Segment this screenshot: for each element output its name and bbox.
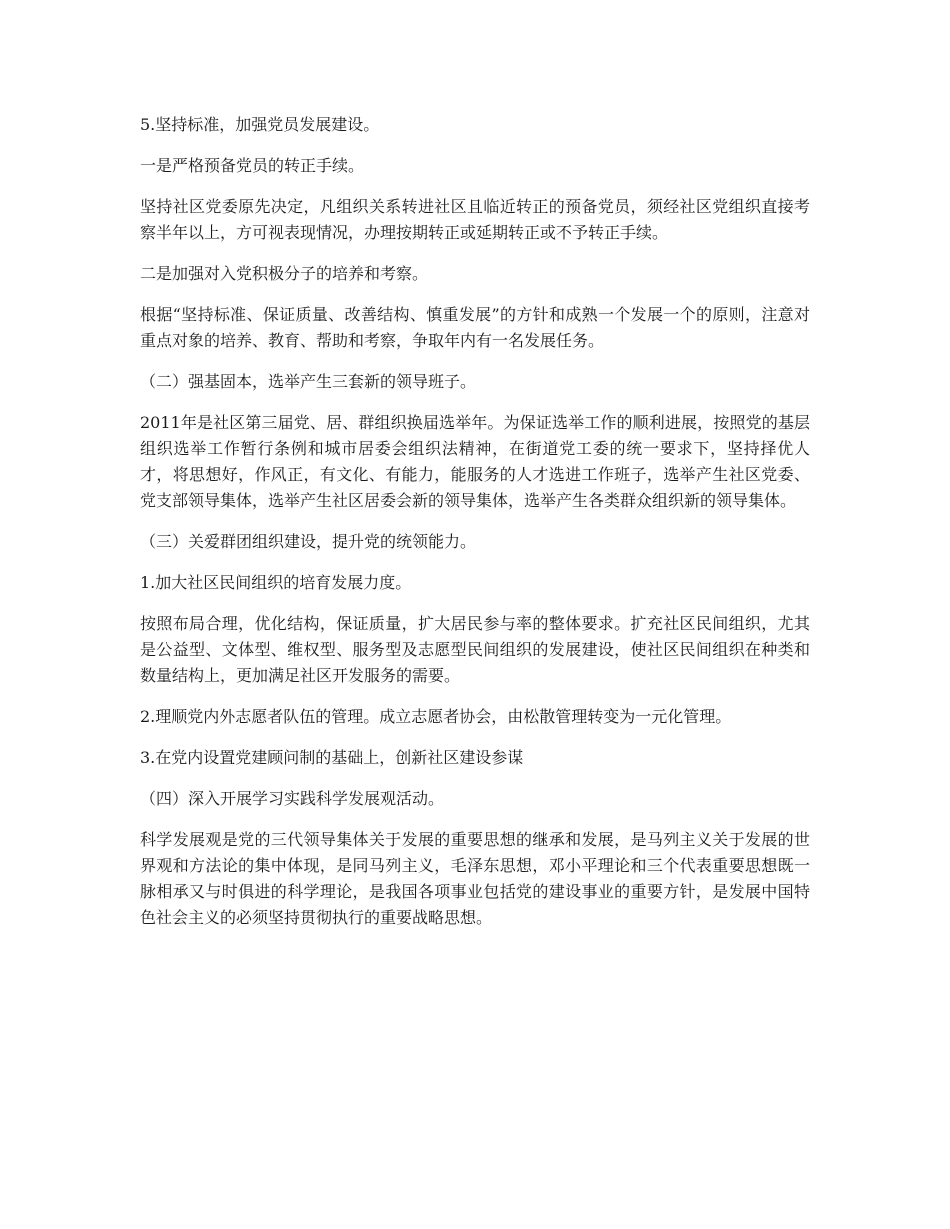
paragraph-body: 按照布局合理，优化结构，保证质量，扩大居民参与率的整体要求。扩充社区民间组织，尤其是公益型、文体型、维权型、服务型及志愿型民间组织的发展建设，使社区民间组织在种类和数量结构上，更加满足社区开发服务的需要。 <box>140 614 810 685</box>
paragraph-body: 科学发展观是党的三代领导集体关于发展的重要思想的继承和发展，是马列主义关于发展的世界观和方法论的集中体现，是同马列主义，毛泽东思想，邓小平理论和三个代表重要思想既一脉相承又与时俱进的科学理论，是我国各项事业包括党的建设事业的重要方针，是发展中国特色社会主义的必须坚持贯彻执行的重要战略思想。 <box>140 830 810 927</box>
paragraph-body: 2011年是社区第三届党、居、群组织换届选举年。为保证选举工作的顺利进展，按照党的基层组织选举工作暂行条例和城市居委会组织法精神，在街道党工委的统一要求下，坚持择优人才，将思想好，作风正，有文化、有能力，能服务的人才选进工作班子，选举产生社区党委、党支部领导集体，选举产生社区居委会新的领导集体，选举产生各类群众组织新的领导集体。 <box>140 413 810 510</box>
paragraph-subheading: 1.加大社区民间组织的培育发展力度。 <box>140 573 412 592</box>
paragraph-subheading: 二是加强对入党积极分子的培养和考察。 <box>140 264 429 283</box>
paragraph-section-heading: 5.坚持标准，加强党员发展建设。 <box>140 115 380 134</box>
paragraph-section-heading: （二）强基固本，选举产生三套新的领导班子。 <box>140 372 477 391</box>
paragraph-section-heading: （四）深入开展学习实践科学发展观活动。 <box>140 789 445 808</box>
paragraph-body: 根据“坚持标准、保证质量、改善结构、慎重发展”的方针和成熟一个发展一个的原则，注意对重点对象的培养、教育、帮助和考察，争取年内有一名发展任务。 <box>140 305 810 350</box>
paragraph-body: 坚持社区党委原先决定，凡组织关系转进社区且临近转正的预备党员，须经社区党组织直接考察半年以上，方可视表现情况，办理按期转正或延期转正或不予转正手续。 <box>140 197 810 242</box>
paragraph-section-heading: （三）关爱群团组织建设，提升党的统领能力。 <box>140 532 477 551</box>
paragraph-subheading: 一是严格预备党员的转正手续。 <box>140 156 365 175</box>
paragraph-subheading: 3.在党内设置党建顾问制的基础上，创新社区建设参谋 <box>140 748 524 767</box>
paragraph-subheading: 2.理顺党内外志愿者队伍的管理。成立志愿者协会，由松散管理转变为一元化管理。 <box>140 707 732 726</box>
